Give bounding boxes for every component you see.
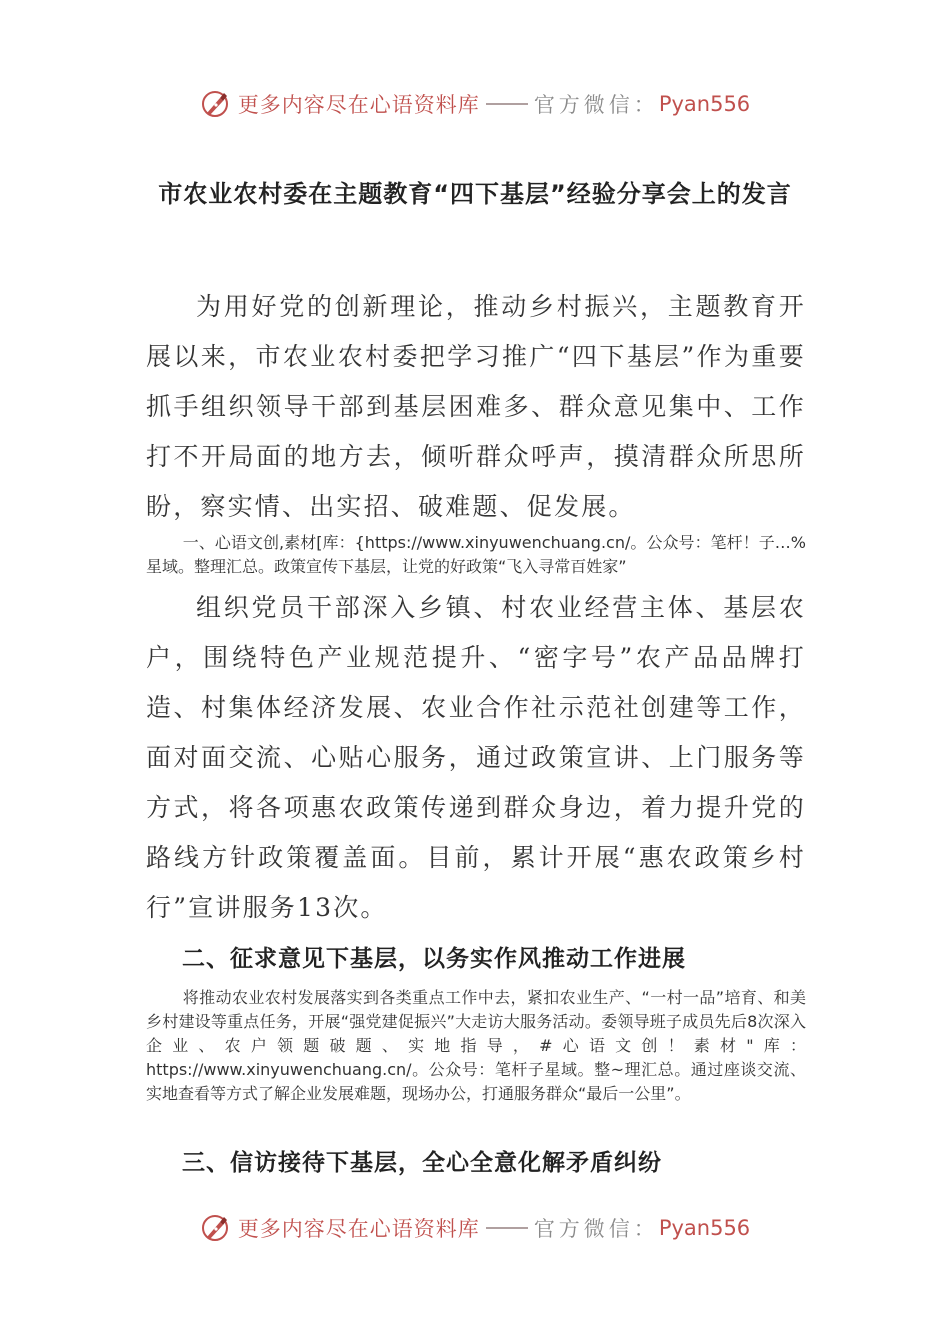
footer-banner [0, 1208, 950, 1248]
banner-divider [486, 103, 528, 105]
section3-heading: 三、信访接待下基层，全心全意化解矛盾纠纷 [182, 1150, 662, 1176]
section1-heading-line: 一、心语文创,素材[库：{https://www.xinyuwenchuang.cn/。公众号：笔杆！子…%星域。整理汇总。政策宣传下基层，让党的好政策“飞入寻常百姓家” [146, 533, 806, 576]
section1-paragraph: 组织党员干部深入乡镇、村农业经营主体、基层农户，围绕特色产业规范提升、“密字号”农产品品牌打造、村集体经济发展、农业合作社示范社创建等工作，面对面交流、心贴心服务，通过政策宣讲、上门服务等方式，将各项惠农政策传递到群众身边，着力提升党的路线方针政策覆盖面。目前，累计开展“惠农政策乡村行”宣讲服务13次。 [146, 593, 806, 922]
pen-nib-logo-icon [200, 89, 230, 119]
intro-paragraph: 为用好党的创新理论，推动乡村振兴，主题教育开展以来，市农业农村委把学习推广“四下基层”作为重要抓手组织领导干部到基层困难多、群众意见集中、工作打不开局面的地方去，倾听群众呼声，摸清群众所思所盼，察实情、出实招、破难题、促发展。 [146, 292, 806, 521]
banner-wechat-id: Pyan556 [658, 92, 751, 116]
section2-paragraph: 将推动农业农村发展落实到各类重点工作中去，紧扣农业生产、“一村一品”培育、和美乡村建设等重点任务，开展“强党建促振兴”大走访大服务活动。委领导班子成员先后8次深入企业、农户领题破题、实地指导，#心语文创！素材"库：https://www.xinyuwenchuang.cn/。公众号：笔杆子星域。整~理汇总。通过座谈交流、实地查看等方式了解企业发展难题，现场办公，打通服务群众“最后一公里”。 [146, 988, 806, 1103]
section2-heading: 二、征求意见下基层，以务实作风推动工作进展 [182, 946, 686, 972]
banner-official-label: 官方微信： [533, 93, 659, 117]
banner-text: 更多内容尽在心语资料库 [237, 93, 480, 117]
banner-divider [486, 1227, 528, 1229]
banner-wechat-id: Pyan556 [658, 1216, 751, 1240]
document-title: 市农业农村委在主题教育“四下基层”经验分享会上的发言 [158, 180, 792, 208]
header-banner [0, 84, 950, 124]
banner-text: 更多内容尽在心语资料库 [237, 1217, 480, 1241]
banner-official-label: 官方微信： [533, 1217, 659, 1241]
pen-nib-logo-icon [200, 1213, 230, 1243]
